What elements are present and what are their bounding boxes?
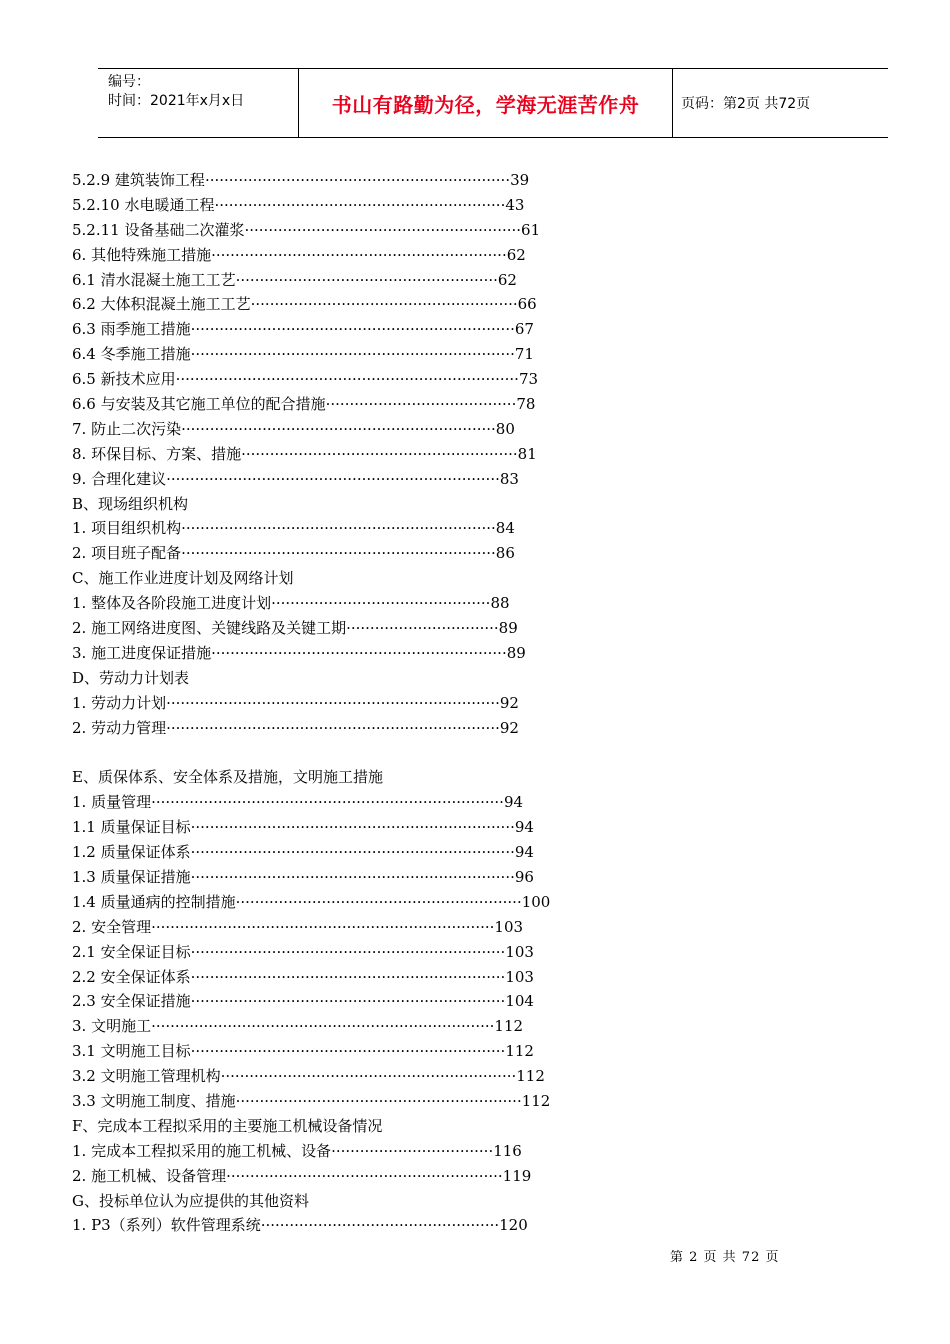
toc-entry [72, 1189, 550, 1214]
toc-entry [72, 915, 550, 940]
toc-entry-page: 112 [516, 1067, 545, 1086]
toc-leader-dots: ·································································· [181, 544, 496, 563]
toc-leader-dots: ·························································· [244, 220, 522, 239]
toc-leader-dots: ·································································· [181, 419, 496, 438]
toc-entry [72, 616, 550, 641]
toc-entry [72, 1014, 550, 1039]
toc-entry-page: 86 [495, 544, 515, 563]
toc-entry-title: 2. 劳动力管理 [72, 718, 167, 737]
toc-entry-title: 5.2.10 水电暖通工程 [72, 195, 215, 214]
toc-leader-dots: ·········································································· [151, 793, 504, 812]
toc-entry-page: 104 [505, 992, 534, 1011]
toc-leader-dots: ···························································· [235, 892, 522, 911]
toc-entry [72, 691, 550, 716]
toc-entry-title: 9. 合理化建议 [72, 469, 167, 488]
toc-leader-dots: ······································································ [166, 718, 500, 737]
toc-entry-page: 112 [521, 1091, 551, 1110]
toc-leader-dots: ···································································· [190, 320, 515, 339]
toc-entry [72, 591, 550, 616]
toc-leader-dots: ·························································· [226, 1166, 503, 1185]
toc-entry-page: 112 [505, 1042, 534, 1061]
toc-leader-dots: ···································································· [190, 867, 515, 886]
toc-entry-title: 3.2 文明施工管理机构 [72, 1067, 221, 1086]
toc-entry-title: 3. 文明施工 [72, 1017, 152, 1036]
toc-entry [72, 317, 550, 342]
toc-entry-page: 62 [506, 245, 526, 264]
toc-entry-title: 5.2.11 设备基础二次灌浆 [72, 220, 245, 239]
toc-leader-dots: ···································································· [190, 818, 515, 837]
toc-entry-page: 94 [514, 818, 534, 837]
toc-entry-title: 2.3 安全保证措施 [72, 992, 191, 1011]
toc-entry-page: 92 [499, 718, 519, 737]
toc-entry-page: 62 [497, 270, 517, 289]
toc-entry-title: C、施工作业进度计划及网络计划 [72, 569, 294, 588]
toc-entry-page: 94 [503, 793, 524, 812]
toc-entry-page: 66 [517, 295, 537, 314]
toc-leader-dots: ······························································ [220, 1067, 517, 1086]
toc-entry-title: 1.2 质量保证体系 [72, 843, 191, 862]
toc-leader-dots: ······························································ [211, 245, 507, 264]
toc-leader-dots: ········································································ [151, 1017, 495, 1036]
toc-entry-title: 6.1 清水混凝土施工工艺 [72, 270, 236, 289]
toc-entry-title: 6.4 冬季施工措施 [72, 345, 191, 364]
toc-entry [72, 292, 550, 317]
toc-entry-title: 2. 安全管理 [72, 917, 152, 936]
toc-leader-dots: ·························································· [241, 444, 518, 463]
toc-entry-page: 88 [490, 594, 510, 613]
toc-entry-title: 6.5 新技术应用 [72, 370, 176, 389]
toc-leader-dots: ···································································· [190, 843, 515, 862]
toc-entry [72, 442, 550, 467]
toc-entry [72, 641, 550, 666]
toc-entry [72, 1064, 550, 1089]
toc-leader-dots: ·································································· [190, 992, 506, 1011]
toc-entry-title: 5.2.9 建筑装饰工程 [72, 171, 205, 189]
toc-leader-dots: ······························································ [211, 643, 507, 662]
toc-entry-page: 92 [499, 693, 519, 712]
toc-leader-dots: ························································ [250, 295, 518, 314]
toc-entry-page: 112 [494, 1017, 524, 1036]
toc-entry-title: 2. 施工机械、设备管理 [72, 1166, 227, 1185]
toc-entry-title: 2.1 安全保证目标 [72, 942, 191, 961]
toc-entry-title: B、现场组织机构 [72, 494, 189, 513]
toc-entry [72, 890, 550, 915]
header-info-cell [98, 69, 299, 137]
header-motto-cell [299, 69, 673, 137]
toc-entry-page: 103 [505, 942, 534, 961]
toc-entry-page: 94 [514, 843, 534, 862]
header-page-label: 页码：第2页 共72页 [681, 96, 811, 112]
toc-entry [72, 516, 550, 541]
toc-leader-dots: ······································································ [166, 469, 500, 488]
toc-entry [72, 367, 550, 392]
table-of-contents [72, 168, 550, 1238]
toc-leader-dots: ····························································· [214, 195, 506, 214]
toc-leader-dots: ·································································· [190, 1042, 506, 1061]
toc-entry-page: 61 [521, 220, 541, 239]
toc-entry-page: 80 [495, 419, 515, 438]
toc-entry-title: E、质保体系、安全体系及措施，文明施工措施 [72, 768, 383, 787]
toc-entry [72, 815, 550, 840]
toc-entry-page: 78 [516, 395, 536, 414]
toc-entry [72, 566, 550, 591]
toc-entry-title: 8. 环保目标、方案、措施 [72, 444, 242, 463]
toc-entry [72, 492, 550, 517]
toc-entry-title: 1. 整体及各阶段施工进度计划 [72, 594, 272, 613]
toc-entry [72, 392, 550, 417]
toc-entry-page: 103 [494, 917, 524, 936]
toc-entry-title: 2.2 安全保证体系 [72, 967, 191, 986]
toc-entry-title: 1. 项目组织机构 [72, 519, 182, 538]
toc-entry-title: 1.4 质量通病的控制措施 [72, 892, 236, 911]
toc-entry-title: 7. 防止二次污染 [72, 419, 182, 438]
toc-entry [72, 342, 550, 367]
toc-entry [72, 940, 550, 965]
toc-entry-page: 120 [499, 1216, 528, 1235]
toc-entry [72, 1089, 550, 1114]
toc-leader-dots: ······································································ [166, 693, 500, 712]
toc-leader-dots: ·················································· [260, 1216, 500, 1235]
toc-entry-title: 6.3 雨季施工措施 [72, 320, 191, 339]
toc-entry [72, 541, 550, 566]
toc-leader-dots: ································ [346, 619, 499, 638]
toc-entry [72, 168, 550, 193]
toc-entry-page: 71 [514, 345, 534, 364]
toc-entry-page: 84 [495, 519, 515, 538]
toc-entry [72, 1213, 550, 1238]
toc-leader-dots: ·································································· [190, 967, 506, 986]
toc-entry-title: 1. P3（系列）软件管理系统 [72, 1216, 261, 1235]
toc-entry-page: 67 [514, 320, 534, 339]
page-header [98, 68, 888, 138]
toc-entry [72, 417, 550, 442]
toc-entry [72, 965, 550, 990]
toc-entry-page: 39 [510, 171, 530, 189]
toc-entry-page: 89 [506, 643, 526, 662]
toc-entry-title: 6.6 与安装及其它施工单位的配合措施 [72, 395, 326, 414]
toc-entry-page: 116 [493, 1141, 522, 1160]
toc-entry-page: 119 [502, 1166, 532, 1185]
toc-entry [72, 1039, 550, 1064]
header-time-label: 时间：2021年x月x日 [108, 93, 245, 109]
toc-entry [72, 765, 550, 790]
toc-leader-dots: ································································ [204, 171, 511, 189]
toc-entry [72, 218, 550, 243]
toc-leader-dots: ········································ [325, 395, 517, 414]
toc-entry [72, 989, 550, 1014]
toc-entry-page: 103 [505, 967, 534, 986]
toc-entry-title: 6. 其他特殊施工措施 [72, 245, 212, 264]
toc-entry-title: 1. 质量管理 [72, 793, 152, 812]
toc-entry-title: 1.3 质量保证措施 [72, 867, 191, 886]
toc-entry-page: 100 [521, 892, 551, 911]
toc-entry [72, 790, 550, 815]
toc-entry-title: 3.1 文明施工目标 [72, 1042, 191, 1061]
toc-blank-line [72, 740, 550, 765]
header-number-label: 编号： [108, 74, 150, 90]
header-page-cell [673, 69, 888, 137]
toc-leader-dots: ······················································· [235, 270, 498, 289]
toc-entry-page: 83 [499, 469, 519, 488]
toc-entry [72, 840, 550, 865]
page-footer: 第 2 页 共 72 页 [670, 1250, 780, 1265]
toc-leader-dots: ·································································· [181, 519, 496, 538]
toc-entry-page: 73 [518, 370, 539, 389]
toc-leader-dots: ···································································· [190, 345, 515, 364]
toc-entry-title: 3. 施工进度保证措施 [72, 643, 212, 662]
toc-entry-title: G、投标单位认为应提供的其他资料 [72, 1191, 309, 1210]
toc-leader-dots: ········································································ [175, 370, 519, 389]
toc-entry [72, 467, 550, 492]
toc-entry-title: 6.2 大体积混凝土施工工艺 [72, 295, 251, 314]
toc-entry-page: 43 [505, 195, 525, 214]
toc-entry-title: 2. 施工网络进度图、关键线路及关键工期 [72, 619, 347, 638]
toc-entry-title: 2. 项目班子配备 [72, 544, 182, 563]
toc-entry-page: 89 [498, 619, 518, 638]
header-motto: 书山有路勤为径，学海无涯苦作舟 [331, 92, 640, 117]
toc-leader-dots: ·································· [331, 1141, 494, 1160]
toc-entry [72, 193, 550, 218]
toc-entry [72, 865, 550, 890]
toc-entry [72, 268, 550, 293]
toc-entry-title: D、劳动力计划表 [72, 668, 190, 687]
toc-entry [72, 1114, 550, 1139]
toc-entry-page: 81 [517, 444, 537, 463]
toc-entry-title: 1.1 质量保证目标 [72, 818, 191, 837]
toc-entry [72, 666, 550, 691]
toc-entry-title: 3.3 文明施工制度、措施 [72, 1091, 236, 1110]
toc-entry-title: 1. 完成本工程拟采用的施工机械、设备 [72, 1141, 332, 1160]
toc-entry [72, 716, 550, 741]
toc-entry [72, 243, 550, 268]
toc-entry-title: 1. 劳动力计划 [72, 693, 167, 712]
toc-entry [72, 1139, 550, 1164]
toc-entry-page: 96 [514, 867, 534, 886]
toc-entry [72, 1164, 550, 1189]
toc-leader-dots: ·············································· [271, 594, 491, 613]
toc-leader-dots: ···························································· [235, 1091, 522, 1110]
toc-leader-dots: ········································································ [151, 917, 495, 936]
toc-leader-dots: ·································································· [190, 942, 506, 961]
toc-entry-title: F、完成本工程拟采用的主要施工机械设备情况 [72, 1116, 383, 1135]
